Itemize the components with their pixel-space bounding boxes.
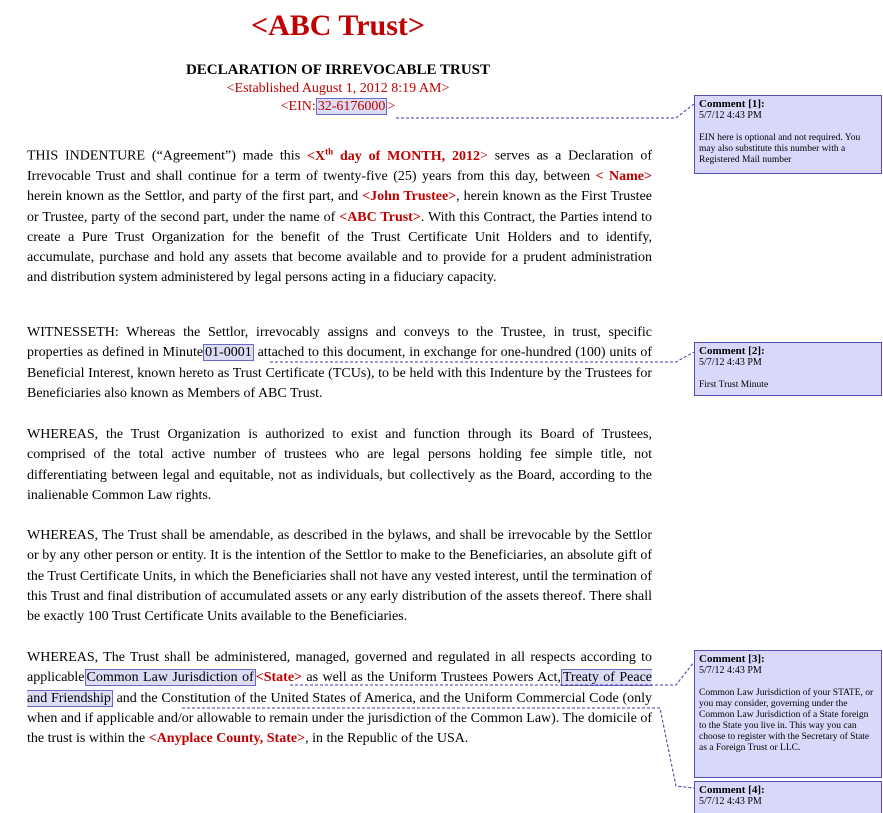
comment-balloon-1[interactable] xyxy=(694,95,882,174)
ein-close: > xyxy=(387,99,396,114)
comment-1-title: Comment [1]: xyxy=(699,98,765,110)
treaty-highlight[interactable]: Treaty of Peace and Friendship xyxy=(27,670,652,706)
paragraph-witnesseth xyxy=(27,323,652,404)
document-heading: DECLARATION OF IRREVOCABLE TRUST xyxy=(185,62,491,78)
para5-text-1: WHEREAS, The Trust shall be administered, managed, governed and regulated in all respects according to applicable xyxy=(27,650,652,686)
paragraph-whereas-administered xyxy=(27,648,652,749)
comment-3-date: 5/7/12 4:43 PM xyxy=(699,665,762,676)
para5-text-4: , in the Republic of the USA. xyxy=(305,731,469,747)
ein-value-highlight[interactable]: 32-6176000 xyxy=(317,99,386,114)
para1-text-3: herein known as the Settlor, and party of the first part, and xyxy=(27,189,363,205)
paragraph-whereas-amendable: WHEREAS, The Trust shall be amendable, as described in the bylaws, and shall be irrevocable by the Settlor or by any other person or entity. It is the intention of the Settlor to make to the Beneficiaries, an absolute gift of the Trust Certificate Units, in which the Beneficiaries shall not have any vested interest, until the termination of this Trust and final distribution of accumulated assets or any early distribution of the assets thereof. There shall be exactly 100 Trust Certificate Units available to the Beneficiaries. xyxy=(27,528,652,625)
date-placeholder: <Xth day of MONTH, 2012 xyxy=(307,146,480,164)
established-date: <Established August 1, 2012 8:19 AM> xyxy=(226,81,450,96)
state-placeholder: <State> xyxy=(255,670,303,686)
comment-1-body: EIN here is optional and not required. You may also substitute this number with a Registered Mail number xyxy=(699,133,861,165)
para2-text-2: attached to this document, in exchange for one-hundred (100) units of Beneficial Interest, known hereto as Trust Certificate (TCUs), to be held with this Indenture by the Trustees for Beneficiaries also known as Members of ABC Trust. xyxy=(27,345,652,401)
comment-1-date: 5/7/12 4:43 PM xyxy=(699,110,762,121)
ein-open: <EIN: xyxy=(280,99,316,114)
para1-text-1: THIS INDENTURE (“Agreement”) made this xyxy=(27,148,308,164)
county-placeholder: <Anyplace County, State> xyxy=(148,731,306,747)
para1-text-5: . With this Contract, the Parties intend to create a Pure Trust Organization for the benefit of the Trust Certificate Unit Holders and to identify, accumulate, purchase and hold any assets that become available and to provide for a prudent administration and distribution system administered by legal persons acting in a fiduciary capacity. xyxy=(27,209,653,286)
comment-3-body: Common Law Jurisdiction of your STATE, or you may consider, governing under the Common Law Jurisdiction of a State foreign to the State you live in. This way you can choose to register with the Secretary of State as a Foreign Trust or LLC. xyxy=(699,688,874,753)
para2-text-1: WITNESSETH: Whereas the Settlor, irrevocably assigns and conveys to the Trustee, in trust, specific properties as defined in Minute xyxy=(27,325,652,361)
comment-balloon-2[interactable] xyxy=(694,342,882,396)
comment-3-title: Comment [3]: xyxy=(699,653,765,665)
comment-2-date: 5/7/12 4:43 PM xyxy=(699,357,762,368)
ein-line xyxy=(0,98,676,116)
comment-4-date: 5/7/12 4:43 PM xyxy=(699,796,762,807)
para5-text-2: as well as the Uniform Trustees Powers Act, xyxy=(302,670,561,686)
comment-balloon-3[interactable] xyxy=(694,650,882,778)
para1-text-2: serves as a Declaration of Irrevocable Trust and shall continue for a term of twenty-five (25) years from this day, between xyxy=(27,148,653,184)
trustee-name-placeholder: <John Trustee> xyxy=(362,189,457,205)
comment-2-body: First Trust Minute xyxy=(699,380,769,390)
comment-4-title: Comment [4]: xyxy=(699,784,765,796)
minute-number-highlight[interactable]: 01-0001 xyxy=(205,345,252,361)
comment-2-title: Comment [2]: xyxy=(699,345,765,357)
para5-text-3: and the Constitution of the United States of America, and the Uniform Commercial Code (only when and if applicable and/or allowable to remain under the jurisdiction of the Common Law). The domicile of the trust is within the xyxy=(27,690,653,747)
paragraph-indenture xyxy=(27,141,652,289)
jurisdiction-highlight[interactable]: Common Law Jurisdiction of xyxy=(86,670,254,686)
comment-balloon-4[interactable] xyxy=(694,781,882,813)
date-placeholder-close: > xyxy=(479,148,488,164)
document-title: <ABC Trust> xyxy=(251,9,425,42)
para1-text-4: , herein known as the First Trustee or Trustee, party of the second part, under the name of xyxy=(27,189,652,225)
paragraph-whereas-board: WHEREAS, the Trust Organization is authorized to exist and function through its Board of Trustees, comprised of the total active number of trustees who are legal persons holding fee simple title, not differentiating between legal and equitable, not as individuals, but collectively as the Board, according to the inalienable Common Law rights. xyxy=(27,427,652,503)
settlor-name-placeholder: < Name> xyxy=(595,168,652,184)
trust-name-placeholder: <ABC Trust> xyxy=(339,209,421,225)
